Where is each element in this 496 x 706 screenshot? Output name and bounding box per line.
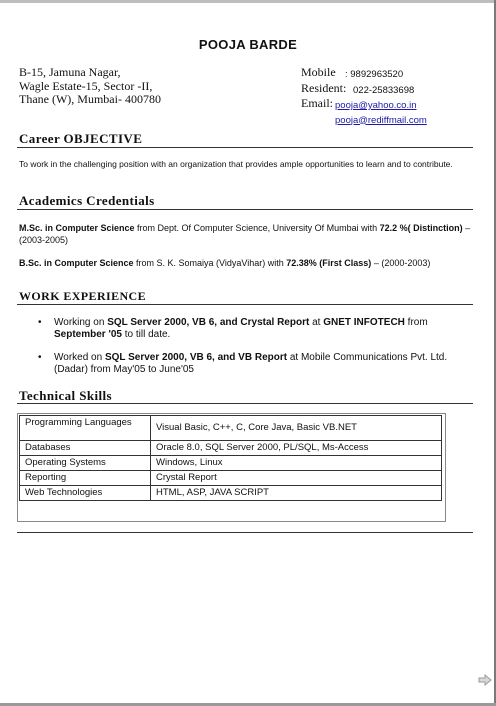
page-top-edge (0, 0, 496, 3)
bsc-grade: 72.38% (First Class) (286, 258, 372, 268)
msc-degree: M.Sc. in Computer Science (19, 223, 135, 233)
address-line-2: Wagle Estate-15, Sector -II, (19, 78, 153, 93)
skill-category: Programming Languages (20, 416, 151, 441)
mobile-tech: SQL Server 2000, VB 6, and VB Report (104, 352, 288, 363)
address-block (19, 66, 161, 107)
contact-block (301, 66, 427, 127)
email-label: Email: (301, 96, 333, 110)
address-line-3: Thane (W), Mumbai- 400780 (19, 92, 161, 106)
next-arrow-icon[interactable] (478, 674, 492, 686)
career-objective-heading: Career OBJECTIVE (19, 131, 143, 146)
academics-item-bsc (19, 257, 479, 269)
table-row (20, 471, 442, 486)
table-row (20, 456, 442, 471)
career-objective-text: To work in the challenging position with an organization that provides ample opportunities to learn and to contribute. (19, 159, 453, 169)
work-list (38, 317, 478, 376)
bsc-degree: B.Sc. in Computer Science (19, 258, 134, 268)
academics-item-msc (19, 222, 479, 246)
gnet-company: GNET INFOTECH (323, 317, 405, 328)
skills-table (19, 415, 442, 501)
email-link-rediff[interactable]: pooja@rediffmail.com (335, 114, 427, 126)
bsc-institution: from S. K. Somaiya (VidyaVihar) with (133, 258, 287, 268)
mobile-row (301, 66, 427, 82)
career-divider (17, 147, 473, 148)
skill-category: Databases (20, 441, 151, 456)
work-item-mobile: • Worked on SQL Server 2000, VB 6, and VB Report at Mobile Communications Pvt. Ltd. (Dadar) from May'05 to June'05 (38, 352, 448, 375)
bottom-divider (17, 532, 473, 533)
table-row (20, 416, 442, 441)
msc-years: – (2003-2005) (19, 223, 471, 245)
bullet-icon: • (38, 317, 42, 328)
gnet-start: September '05 (54, 329, 122, 340)
skills-divider (17, 403, 473, 404)
technical-skills-heading: Technical Skills (19, 388, 112, 403)
work-experience-heading: WORK EXPERIENCE (19, 289, 147, 303)
msc-grade: 72.2 %( Distinction) (379, 223, 463, 233)
table-row (20, 486, 442, 501)
skill-value: HTML, ASP, JAVA SCRIPT (151, 486, 442, 501)
mobile-label: Mobile (301, 65, 336, 79)
resident-value: 022-25833698 (353, 84, 415, 96)
email-row (301, 97, 427, 113)
skill-value: Oracle 8.0, SQL Server 2000, PL/SQL, Ms-Access (151, 441, 442, 456)
candidate-name: POOJA BARDE (198, 37, 298, 52)
table-row (20, 441, 442, 456)
address-line-1: B-15, Jamuna Nagar, (19, 65, 121, 79)
work-divider (17, 304, 473, 305)
skill-value: Windows, Linux (151, 456, 442, 471)
email-row-2 (301, 113, 427, 128)
skill-category: Reporting (20, 471, 151, 486)
bullet-icon: • (38, 352, 42, 363)
bsc-years: – (2000-2003) (371, 258, 431, 268)
resident-label: Resident: (301, 80, 347, 95)
resident-row (301, 82, 427, 98)
mobile-value: : 9892963520 (345, 69, 404, 80)
msc-institution: from Dept. Of Computer Science, University Of Mumbai with (134, 223, 380, 233)
skill-value: Visual Basic, C++, C, Core Java, Basic VB.NET (151, 416, 442, 441)
email-link-yahoo[interactable]: pooja@yahoo.co.in (335, 100, 417, 111)
skill-category: Web Technologies (20, 486, 151, 501)
gnet-tech: SQL Server 2000, VB 6, and Crystal Report (107, 317, 310, 328)
work-item-gnet: • Working on SQL Server 2000, VB 6, and Crystal Report at GNET INFOTECH from September '05 to till date. (38, 317, 428, 340)
skill-value: Crystal Report (151, 471, 442, 486)
skill-category: Operating Systems (20, 456, 151, 471)
academics-heading: Academics Credentials (19, 193, 155, 208)
academics-divider (17, 209, 473, 210)
